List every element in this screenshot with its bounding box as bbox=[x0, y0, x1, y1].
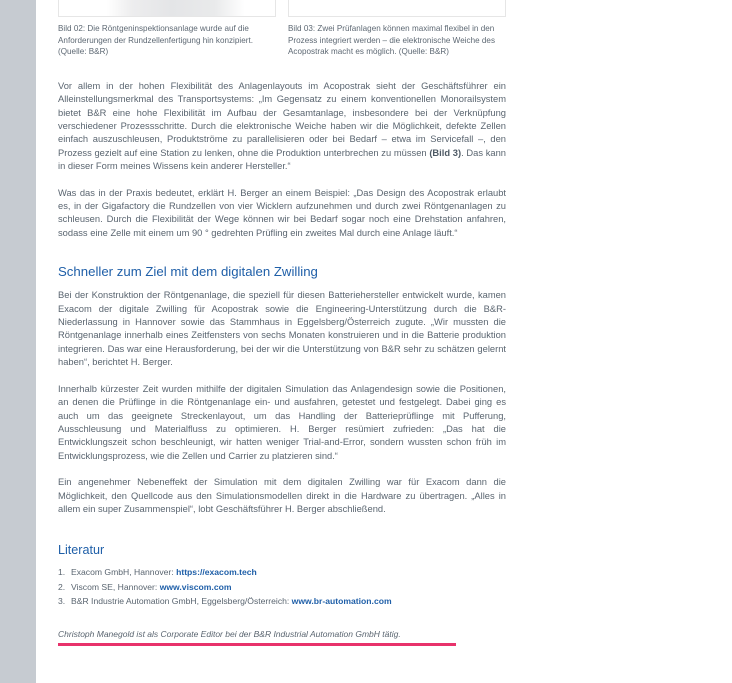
literature-item bbox=[58, 565, 506, 579]
figure-row bbox=[58, 0, 506, 58]
literature-item bbox=[58, 594, 506, 608]
paragraph-nebeneffekt: Ein angenehmer Nebeneffekt der Simulation mit dem digitalen Zwilling war für Exacom dann die Möglichkeit, den Quellcode aus den Simulationsmodellen direkt in die Hardware zu übertragen. „Alles in allem ein super Zusammenspiel“, lobt Geschäftsführer H. Berger abschließend. bbox=[58, 477, 506, 514]
figure-image-bild-02 bbox=[58, 0, 276, 17]
inline-figure-reference: (Bild 3) bbox=[429, 147, 462, 158]
literature-item bbox=[58, 580, 506, 594]
section-heading-digitaler-zwilling: Schneller zum Ziel mit dem digitalen Zwilling bbox=[58, 264, 318, 280]
literature-item-text: Viscom SE, Hannover: bbox=[71, 581, 160, 592]
literature-item-text: B&R Industrie Automation GmbH, Eggelsberg/Österreich: bbox=[71, 595, 292, 606]
section-heading-literatur: Literatur bbox=[58, 543, 105, 558]
paragraph-praxis-beispiel: Was das in der Praxis bedeutet, erklärt H. Berger an einem Beispiel: „Das Design des Acopostrak erlaubt es, in der Gigafactory die Rundzellen von vier Wicklern aufzunehmen und durch zwei Röntgenanlagen zu schleusen. Durch die Flexibilität der Wege können wir bei Bedarf sogar noch eine Drehstation anfahren, sodass eine Zelle mit einem um 90 ° gedrehten Prüfling ein zweites Mal durch eine Anlage läuft.“ bbox=[58, 187, 506, 238]
literature-link-viscom[interactable]: www.viscom.com bbox=[159, 581, 232, 592]
literature-item-text: Exacom GmbH, Hannover: bbox=[71, 567, 177, 578]
figure-image-bild-03 bbox=[288, 0, 506, 17]
author-note-accent-rule bbox=[58, 643, 456, 646]
figure-bild-03 bbox=[288, 0, 506, 58]
figure-caption-bild-02: Bild 02: Die Röntgeninspektionsanlage wurde auf die Anforderungen der Rundzellenfertigung hin konzipiert. (Quelle: B&R) bbox=[58, 24, 253, 57]
literature-link-exacom[interactable]: https://exacom.tech bbox=[176, 567, 257, 578]
viewer-left-gutter bbox=[0, 0, 36, 683]
document-page bbox=[37, 0, 732, 683]
figure-bild-02 bbox=[58, 0, 276, 58]
literature-list bbox=[58, 565, 506, 608]
figure-caption-bild-03: Bild 03: Zwei Prüfanlagen können maximal flexibel in den Prozess integriert werden – die elektronische Weiche des Acopostrak macht es möglich. (Quelle: B&R) bbox=[288, 24, 496, 57]
literature-link-br-automation[interactable]: www.br-automation.com bbox=[291, 595, 392, 606]
paragraph-simulation: Innerhalb kürzester Zeit wurden mithilfe der digitalen Simulation das Anlagendesign sowie die Positionen, an denen die Prüflinge in die Röntgenanlage ein- und ausfahren, getestet und festgelegt. Dabei ging es auch um das geeignete Streckenlayout, um das Handling der Batterieprüflinge mit Pufferung, Ausschleusung und Materialfluss zu optimieren. H. Berger resümiert zufrieden: „Das hat die Entwicklungszeit schon beschleunigt, wir hatten weniger Trial-and-Error, sondern wussten schon früh im Entwicklungsprozess, wie die Zellen und Carrier zu platzieren sind.“ bbox=[58, 383, 506, 461]
paragraph-konstruktion: Bei der Konstruktion der Röntgenanlage, die speziell für diesen Batteriehersteller entwickelt wurde, kamen Exacom der digitale Zwilling für Acopostrak sowie die Engineering-Unterstützung durch die B&R-Niederlassung in Hannover sowie das Stammhaus in Eggelsberg/Österreich zugute. „Wir mussten die Röntgenanlage innerhalb eines Zeitfensters von sechs Monaten konstruieren und in die Batterie produktion integrieren. Das war eine Herausforderung, bei der wir die Unterstützung von B&R sehr zu schätzen gelernt haben“, berichtet H. Berger. bbox=[58, 290, 506, 368]
page-content-column bbox=[58, 0, 506, 646]
paragraph-flexibilitaet: Vor allem in der hohen Flexibilität des Anlagenlayouts im Acopostrak sieht der Geschäftsführer ein Alleinstellungsmerkmal des Transportsystems: „Im Gegensatz zu einem konventionellen Monorailsystem bietet B&R eine hohe Flexibilität im Aufbau der Gesamtanlage, insbesondere bei der Verknüpfung verschiedener Prozessschritte. Durch die elektronische Weiche haben wir die Möglichkeit, defekte Zellen einfach auszuschleusen, Produktströme zu parallelisieren oder bei Bedarf – etwa im Servicefall –, den Prozess gezielt auf eine Station zu lenken, ohne die Produktion unterbrechen zu müssen (Bild 3). Das kann in dieser Form meines Wissens kein anderer Hersteller.“ bbox=[58, 80, 506, 172]
author-note: Christoph Manegold ist als Corporate Editor bei der B&R Industrial Automation GmbH tätig. bbox=[58, 628, 401, 639]
